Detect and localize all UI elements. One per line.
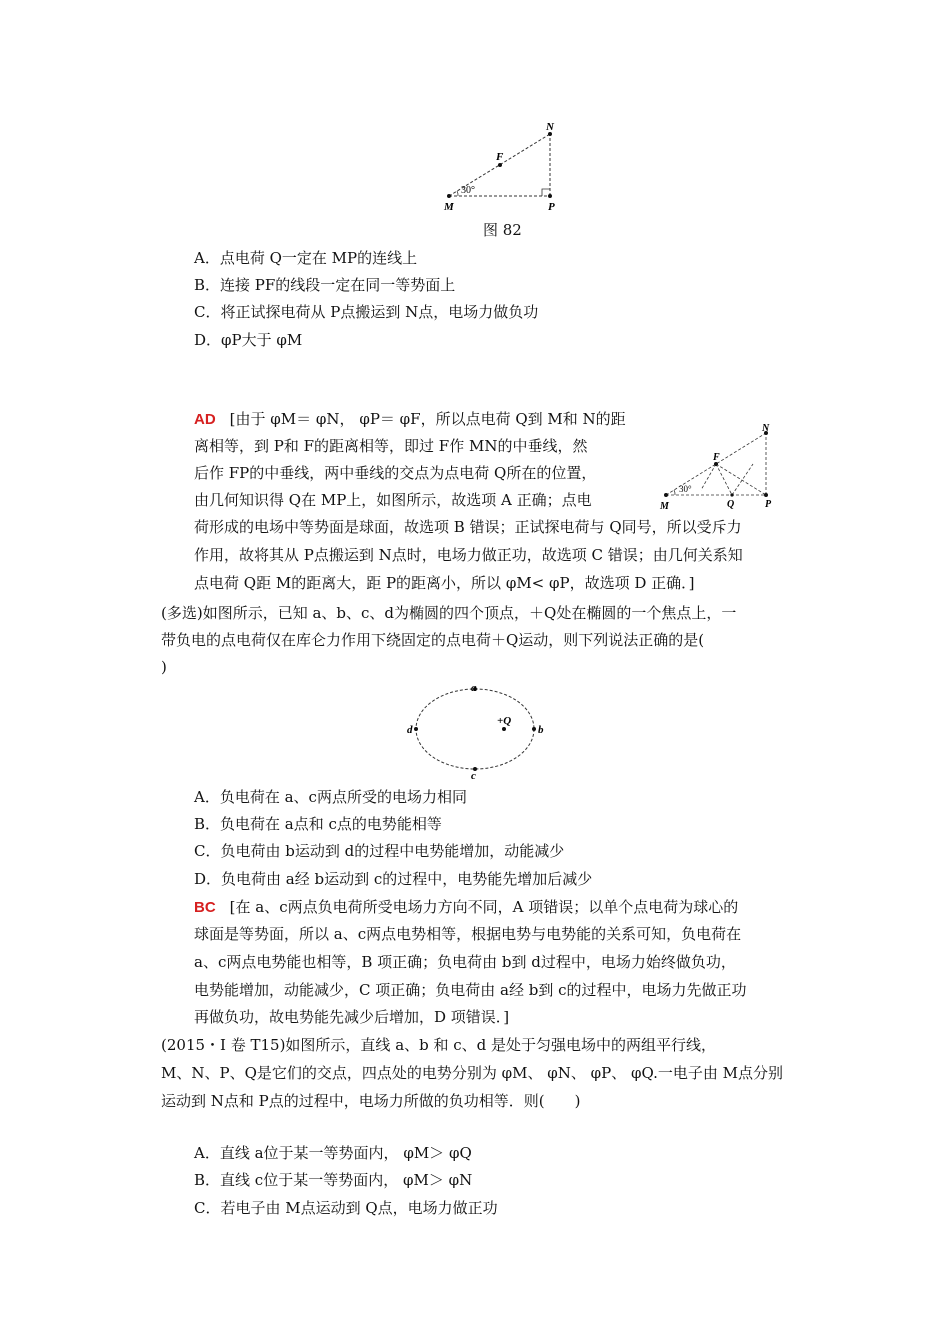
line-fq: [701, 464, 716, 490]
point-m: [447, 194, 451, 198]
q1-option-a: A．点电荷 Q一定在 MP的连线上: [194, 249, 418, 267]
q1-explanation-line-2: 离相等，到 P和 F的距离相等，即过 F作 MN的中垂线，然: [194, 437, 588, 455]
label-n: N: [546, 121, 554, 133]
q3-option-b: B．直线 c位于某一等势面内， φM＞ φN: [194, 1171, 473, 1189]
point-q-2: [730, 493, 733, 496]
angle-label-2: 30°: [679, 484, 692, 494]
label-d: d: [407, 724, 413, 736]
q1-explanation-line-4: 由几何知识得 Q在 MP上，如图所示，故选项 A 正确；点电: [194, 491, 592, 509]
q1-explanation-line-6: 作用，故将其从 P点搬运到 N点时，电场力做正功，故选项 C 错误；由几何关系知: [194, 546, 743, 564]
point-d: [414, 727, 418, 731]
q3-stem-line-3: 运动到 N点和 P点的过程中，电场力所做的负功相等．则( ): [161, 1092, 581, 1110]
q3-option-a: A．直线 a位于某一等势面内， φM＞ φQ: [194, 1144, 472, 1162]
q1-explanation-line-1: AD [由于 φM＝ φN， φP＝ φF，所以点电荷 Q到 M和 N的距: [194, 410, 626, 428]
figure-caption: 图 82: [483, 221, 522, 239]
label-f: F: [496, 151, 504, 163]
q2-explanation-line-4: 电势能增加，动能减少，C 项正确；负电荷由 a经 b到 c的过程中，电场力先做正功: [194, 981, 747, 999]
q2-stem-line-3: ): [161, 658, 167, 676]
label-p: P: [548, 201, 555, 213]
angle-arc: [457, 191, 458, 196]
label-p-2: P: [765, 499, 772, 510]
q1-explanation-line-3: 后作 FP的中垂线，两中垂线的交点为点电荷 Q所在的位置，: [194, 464, 597, 482]
figure-solution-diagram: [655, 420, 785, 516]
point-f: [498, 163, 502, 167]
label-n-2: N: [762, 423, 770, 434]
q2-explanation-line-1: BC [在 a、c两点负电荷所受电场力方向不同，A 项错误；以单个点电荷为球心的: [194, 898, 739, 916]
label-m-2: M: [660, 501, 669, 512]
q2-stem-line-2: 带负电的点电荷仅在库仑力作用下绕固定的点电荷＋Q运动，则下列说法正确的是(: [161, 631, 705, 649]
q1-explanation-line-5: 荷形成的电场中等势面是球面，故选项 B 错误；正试探电荷与 Q同号，所以受斥力: [194, 518, 742, 536]
label-c: c: [471, 770, 476, 780]
ellipse-orbit: [416, 689, 534, 769]
q2-stem-line-1: (多选)如图所示，已知 a、b、c、d为椭圆的四个顶点，＋Q处在椭圆的一个焦点上，一: [161, 604, 737, 622]
q3-stem-line-2: M、N、P、Q是它们的交点，四点处的电势分别为 φM、 φN、 φP、 φQ.一电子由 M点分别: [161, 1064, 783, 1082]
angle-label: 30°: [461, 185, 475, 196]
q2-explanation-line-2: 球面是等势面，所以 a、c两点电势相等，根据电势与电势能的关系可知，负电荷在: [194, 925, 742, 943]
q3-stem-line-1: (2015・Ⅰ 卷 T15)如图所示，直线 a、b 和 c、d 是处于匀强电场中的两组平行线，: [161, 1036, 717, 1054]
q2-option-b: B．负电荷在 a点和 c点的电势能相等: [194, 815, 442, 833]
q3-option-c: C．若电子由 M点运动到 Q点，电场力做正功: [194, 1199, 498, 1217]
q2-explanation-line-5: 再做负功，故电势能先减少后增加，D 项错误．]: [194, 1008, 510, 1026]
point-charge-q: [502, 727, 506, 731]
bisector-mn: [716, 464, 732, 495]
q1-option-c: C．将正试探电荷从 P点搬运到 N点，电场力做负功: [194, 303, 539, 321]
bisector-fp: [732, 464, 753, 495]
q1-explanation-line-7: 点电荷 Q距 M的距离大，距 P的距离小，所以 φM< φP，故选项 D 正确．]: [194, 574, 695, 592]
label-m: M: [444, 201, 454, 213]
q1-answer: AD: [194, 411, 216, 428]
point-p: [548, 194, 552, 198]
q1-option-b: B．连接 PF的线段一定在同一等势面上: [194, 276, 456, 294]
label-q: +Q: [497, 715, 512, 727]
q2-answer: BC: [194, 899, 216, 916]
point-m-2: [664, 493, 668, 497]
figure-triangle: [430, 118, 580, 214]
q2-explanation-line-3: a、c两点电势能也相等，B 项正确；负电荷由 b到 d过程中，电场力始终做负功，: [194, 953, 736, 971]
line-fp: [716, 464, 766, 495]
label-f-2: F: [713, 452, 720, 463]
q1-option-d: D．φP大于 φM: [194, 331, 303, 349]
label-a: a: [471, 682, 477, 694]
q2-option-c: C．负电荷由 b运动到 d的过程中电势能增加，动能减少: [194, 842, 565, 860]
point-p-2: [764, 493, 768, 497]
label-b: b: [538, 724, 544, 736]
angle-arc-2: [674, 490, 675, 495]
q2-option-a: A．负电荷在 a、c两点所受的电场力相同: [194, 788, 467, 806]
point-b: [532, 727, 536, 731]
label-q-2: Q: [727, 499, 735, 510]
figure-ellipse: [400, 680, 550, 780]
q2-option-d: D．负电荷由 a经 b运动到 c的过程中，电势能先增加后减少: [194, 870, 593, 888]
